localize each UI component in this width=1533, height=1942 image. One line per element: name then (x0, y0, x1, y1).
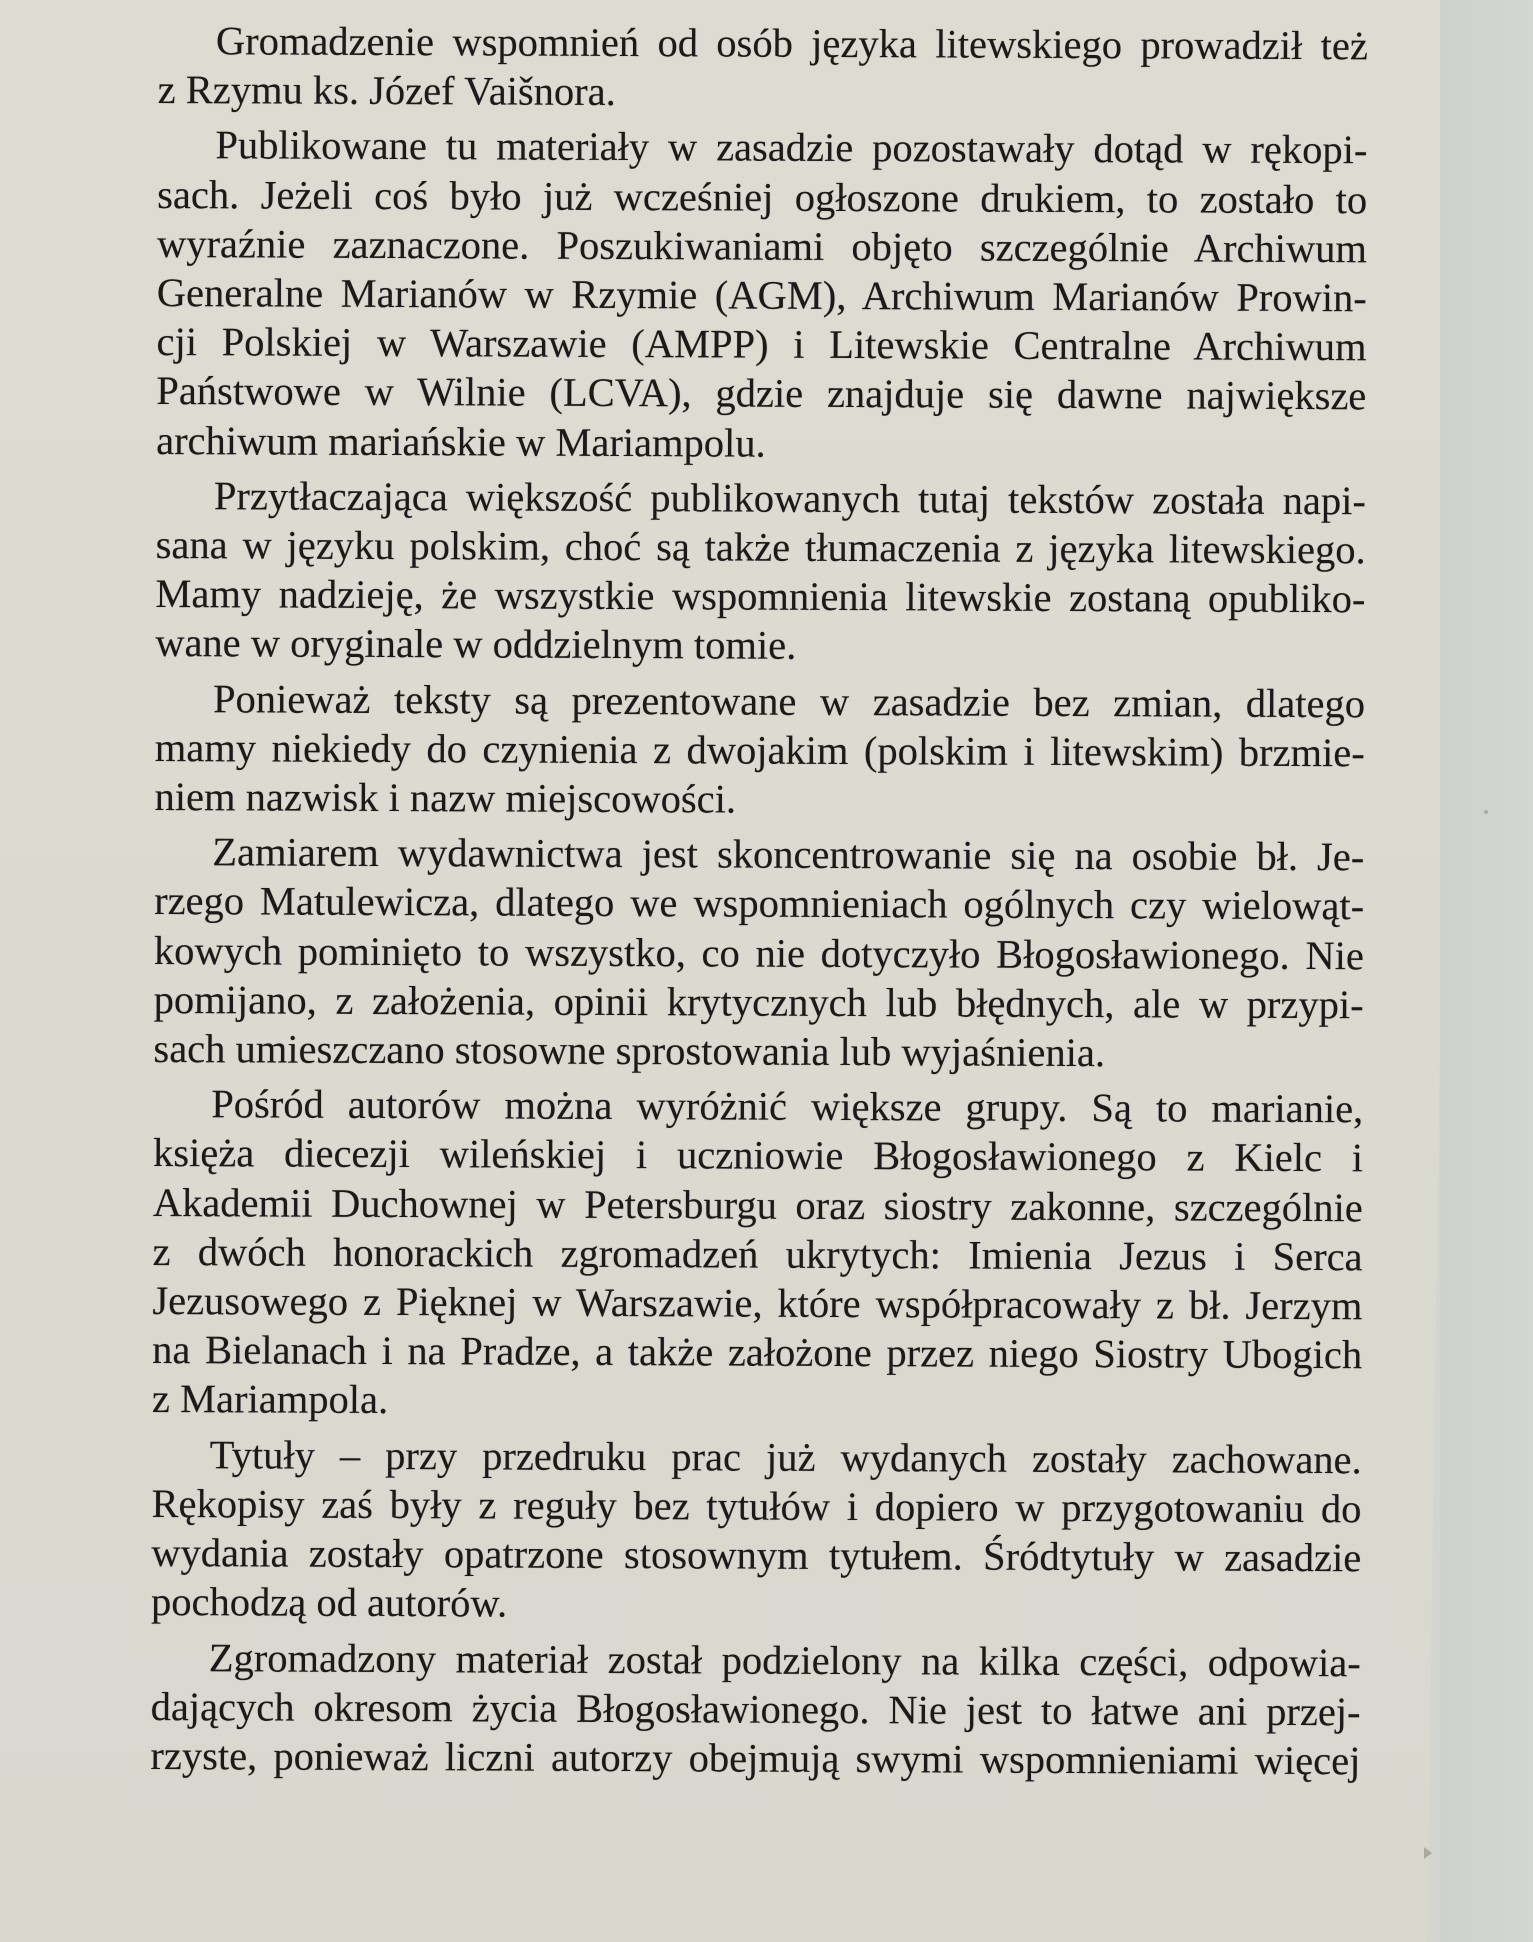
text-line: rzyste, ponieważ liczni autorzy obejmują swymi wspomnieniami więcej (150, 1732, 1361, 1784)
text-line: Generalne Marianów w Rzymie (AGM), Archiwum Marianów Prowin- (156, 270, 1367, 321)
text-line: sach umieszczano stosowne sprostowania lub wyjaśnienia. (153, 1026, 1106, 1076)
text-line: z Rzymu ks. Józef Vaišnora. (157, 67, 616, 115)
paper-speck (1484, 810, 1488, 814)
text-line: Akademii Duchownej w Petersburgu oraz siostry zakonne, szczególnie (152, 1179, 1363, 1230)
text-line: pochodzą od autorów. (150, 1579, 508, 1626)
text-line: wydania zostały opatrzone stosownym tytułem. Śródtytuły w zasadzie (151, 1530, 1362, 1581)
text-line: Rękopisy zaś były z reguły bez tytułów i dopiero w przygotowaniu do (151, 1480, 1362, 1532)
paragraph (153, 827, 1364, 1078)
paragraph (151, 1430, 1362, 1632)
paragraph (152, 1079, 1363, 1429)
text-line: sana w języku polskim, choć są także tłumaczenia z języka litewskiego. (155, 522, 1366, 573)
text-line: rzego Matulewicza, dlatego we wspomnieniach ogólnych czy wielowąt- (154, 878, 1365, 929)
body-text (150, 16, 1368, 1791)
text-line: kowych pominięto to wszystko, co nie dotyczyło Błogosławionego. Nie (153, 927, 1365, 978)
text-line: Publikowane tu materiały w zasadzie pozostawały dotąd w rękopi- (215, 122, 1368, 173)
text-line: Jezusowego z Pięknej w Warszawie, które współpracowały z bł. Jerzym (152, 1278, 1363, 1329)
text-line: Ponieważ teksty są prezentowane w zasadzie bez zmian, dlatego (212, 675, 1366, 726)
text-line: z dwóch honorackich zgromadzeń ukrytych: Imienia Jezus i Serca (152, 1228, 1363, 1280)
page-edge-notch (1424, 1847, 1432, 1859)
text-line: niem nazwisk i nazw miejscowości. (154, 774, 737, 822)
text-line: mamy niekiedy do czynienia z dwojakim (polskim i litewskim) brzmie- (154, 724, 1365, 776)
text-line: wane w oryginale w oddzielnym tomie. (155, 620, 797, 669)
text-line: pomijano, z założenia, opinii krytycznych lub błędnych, ale w przypi- (153, 976, 1364, 1028)
text-line: Tytuły – przy przedruku prac już wydanych zostały zachowane. (209, 1431, 1362, 1482)
paragraph (158, 16, 1368, 120)
text-line: dających okresom życia Błogosławionego. Nie jest to łatwe ani przej- (150, 1683, 1361, 1734)
text-line: z Mariampola. (151, 1376, 389, 1423)
text-line: Pośród autorów można wyróżnić większe grupy. Są to marianie, (211, 1081, 1364, 1132)
facing-page-edge (1440, 0, 1533, 1942)
text-line: Zamiarem wydawnictwa jest skoncentrowanie się na osobie bł. Je- (212, 829, 1365, 880)
paragraph (156, 120, 1367, 470)
text-line: na Bielanach i na Pradze, a także założone przez niego Siostry Ubogich (152, 1327, 1363, 1378)
text-line: Przytłaczająca większość publikowanych tutaj tekstów została napi- (213, 473, 1366, 524)
text-line: archiwum mariańskie w Mariampolu. (156, 417, 766, 466)
paragraph (154, 674, 1365, 827)
text-line: Gromadzenie wspomnień od osób języka litewskiego prowadził też (215, 18, 1368, 69)
paragraph (150, 1632, 1361, 1785)
text-line: Zgromadzony materiał został podzielony na kilka części, odpowia- (208, 1634, 1361, 1685)
text-line: sach. Jeżeli coś było już wcześniej ogłoszone drukiem, to zostało to (157, 171, 1368, 222)
text-line: księża diecezji wileńskiej i uczniowie Błogosławionego z Kielc i (152, 1130, 1364, 1181)
text-line: Mamy nadzieję, że wszystkie wspomnienia litewskie zostaną opubliko- (155, 571, 1366, 622)
paragraph (155, 471, 1366, 673)
text-line: wyraźnie zaznaczone. Poszukiwaniami objęto szczególnie Archiwum (156, 220, 1368, 272)
text-line: cji Polskiej w Warszawie (AMPP) i Litewskie Centralne Archiwum (156, 319, 1367, 370)
text-line: Państwowe w Wilnie (LCVA), gdzie znajduje się dawne największe (156, 368, 1367, 419)
